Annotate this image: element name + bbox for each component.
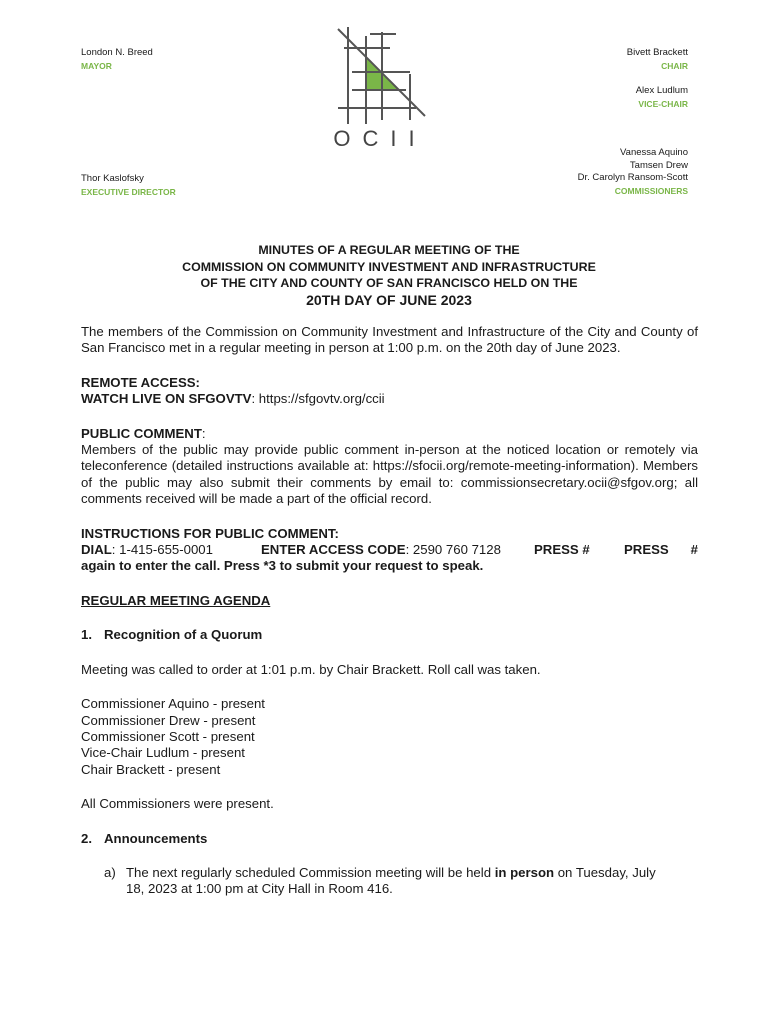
- agenda-heading: REGULAR MEETING AGENDA: [81, 592, 271, 608]
- document-title: [80, 242, 698, 309]
- title-line: OF THE CITY AND COUNTY OF SAN FRANCISCO HELD ON THE: [200, 276, 578, 290]
- chair-block: [627, 47, 688, 72]
- roll-call-entry: Commissioner Aquino - present: [81, 696, 265, 712]
- logo-text: OCII: [333, 126, 427, 151]
- public-comment-paragraph: Members of the public may provide public comment in-person at the noticed location or remotely via teleconference (detailed instructions available at: https://sfocii.org/remote-meeting-information). Members of the public may also submit their comments by email to: commissionsecretary.ocii@sfgov.org; all comments received will be made a part of the official record.: [81, 442, 698, 507]
- executive-director-name: Thor Kaslofsky: [81, 173, 144, 184]
- dial-number: : 1-415-655-0001: [111, 542, 213, 558]
- watch-live-url[interactable]: : https://sfgovtv.org/ccii: [251, 391, 385, 407]
- item-title: Announcements: [104, 830, 208, 846]
- announcement-a: [81, 865, 698, 898]
- chair-role: CHAIR: [661, 60, 688, 71]
- commissioners-role: COMMISSIONERS: [614, 185, 688, 196]
- item-number: 1.: [81, 627, 92, 643]
- announcement-label: a): [104, 864, 116, 880]
- title-line: MINUTES OF A REGULAR MEETING OF THE: [258, 243, 520, 257]
- item-title: Recognition of a Quorum: [104, 627, 263, 643]
- ocii-logo: [330, 24, 430, 152]
- intro-paragraph: The members of the Commission on Community Investment and Infrastructure of the City and County of San Francisco met in a regular meeting in person at 1:00 p.m. on the 20th day of June 2023.: [81, 324, 698, 356]
- access-code-value: : 2590 760 7128: [405, 542, 501, 558]
- mayor-role: MAYOR: [81, 60, 112, 71]
- watch-live-line: [81, 391, 698, 407]
- dial-label: DIAL: [81, 542, 112, 558]
- roll-call-entry: Chair Brackett - present: [81, 761, 221, 777]
- roll-call-entry: Commissioner Scott - present: [81, 728, 255, 744]
- title-line: COMMISSION ON COMMUNITY INVESTMENT AND INFRASTRUCTURE: [182, 259, 596, 274]
- press-hash-2: #: [690, 542, 698, 558]
- watch-live-label: WATCH LIVE ON SFGOVTV: [81, 391, 252, 407]
- instructions-line-2: again to enter the call. Press *3 to submit your request to speak.: [81, 558, 484, 574]
- remote-access-heading: REMOTE ACCESS:: [81, 374, 200, 390]
- agenda-item-2: [81, 831, 698, 847]
- item-number: 2.: [81, 830, 92, 846]
- press-label-2: PRESS: [624, 542, 669, 558]
- press-hash-1: PRESS #: [534, 542, 590, 558]
- document-body: [81, 324, 698, 898]
- instructions-heading: INSTRUCTIONS FOR PUBLIC COMMENT:: [81, 525, 339, 541]
- roll-call-list: [81, 696, 698, 778]
- agenda-item-1: [81, 627, 698, 643]
- vice-chair-name: Alex Ludlum: [635, 85, 688, 96]
- mayor-block: [81, 47, 153, 72]
- roll-call-entry: Commissioner Drew - present: [81, 712, 256, 728]
- heading-colon: :: [201, 425, 206, 441]
- vice-chair-block: [636, 85, 688, 110]
- call-to-order-text: Meeting was called to order at 1:01 p.m. by Chair Brackett. Roll call was taken.: [81, 661, 541, 677]
- commissioner-name: Tamsen Drew: [629, 159, 688, 171]
- announcement-text-pre: The next regularly scheduled Commission meeting will be held: [126, 864, 495, 880]
- commissioner-name: Vanessa Aquino: [620, 147, 688, 158]
- roll-call-entry: Vice-Chair Ludlum - present: [81, 745, 245, 761]
- dial-line: [81, 542, 698, 558]
- mayor-name: London N. Breed: [81, 47, 153, 58]
- announcement-text-bold: in person: [494, 864, 555, 880]
- executive-director-block: [81, 173, 176, 198]
- executive-director-role: EXECUTIVE DIRECTOR: [81, 186, 176, 197]
- commissioners-block: [578, 147, 688, 197]
- public-comment-heading: PUBLIC COMMENT: [81, 425, 202, 441]
- public-comment-heading-line: [81, 426, 698, 442]
- access-code-label: ENTER ACCESS CODE: [261, 542, 406, 558]
- commissioner-name: Dr. Carolyn Ransom-Scott: [577, 172, 688, 183]
- all-present-text: All Commissioners were present.: [81, 796, 274, 812]
- announcement-text-post: on Tuesday, July 18, 2023 at 1:00 pm at City Hall in Room 416.: [126, 864, 656, 897]
- chair-name: Bivett Brackett: [626, 47, 688, 58]
- title-date: 20TH DAY OF JUNE 2023: [306, 291, 472, 308]
- vice-chair-role: VICE-CHAIR: [638, 98, 688, 109]
